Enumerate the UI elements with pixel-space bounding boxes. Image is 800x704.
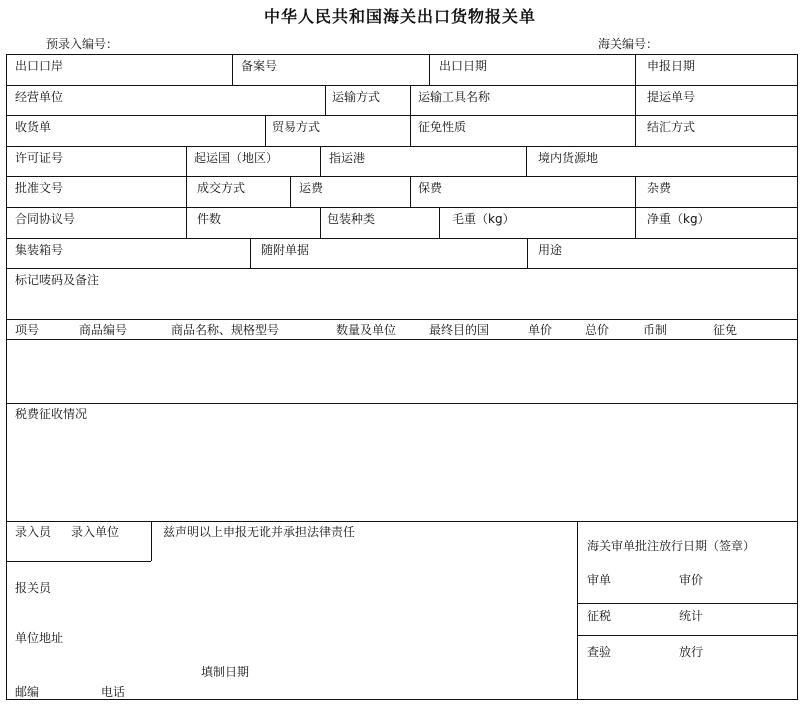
settlement-label: 结汇方式 [647,120,696,134]
origin-country-label: 起运国（地区） [194,151,279,165]
fill-date-label: 填制日期 [201,665,250,679]
attached-docs-label: 随附单据 [261,243,310,257]
declaration-text: 兹声明以上申报无讹并承担法律责任 [163,525,356,539]
record-no-label: 备案号 [241,59,278,73]
goods-col-total: 总价 [585,323,610,337]
goods-col-unit-price: 单价 [528,323,553,337]
contract-no-label: 合同协议号 [15,212,76,226]
row-divider [7,339,797,340]
approval-divider [577,603,797,604]
row-divider [7,85,797,86]
pre-entry-number-label: 预录入编号： [46,37,119,51]
entry-box-bottom [7,561,151,562]
row-divider [7,146,797,147]
port-of-destination-label: 指运港 [329,151,366,165]
declaration-form [6,54,798,700]
gross-weight-label: 毛重（kg） [452,212,515,226]
business-unit-label: 经营单位 [15,90,64,104]
row-divider [7,268,797,269]
misc-fee-label: 杂费 [647,181,672,195]
freight-label: 运费 [299,181,324,195]
declare-date-label: 申报日期 [647,59,696,73]
consignee-label: 收货单 [15,120,52,134]
approval-divider [577,635,797,636]
trade-mode-label: 贸易方式 [272,120,321,134]
tax-nature-label: 征免性质 [418,120,467,134]
container-no-label: 集装箱号 [15,243,64,257]
postcode-label: 邮编 [15,685,40,699]
marks-remarks-label: 标记唛码及备注 [15,273,100,287]
broker-label: 报关员 [15,581,52,595]
net-weight-label: 净重（kg） [647,212,710,226]
approval-no-label: 批准文号 [15,181,64,195]
entry-clerk-label: 录入员 [15,525,52,539]
row-divider [7,115,797,116]
bill-no-label: 提运单号 [647,90,696,104]
price-review-label: 审价 [679,573,704,587]
goods-col-item-no: 项号 [15,323,40,337]
row-divider [7,176,797,177]
entry-unit-label: 录入单位 [71,525,120,539]
deal-mode-label: 成交方式 [197,181,246,195]
row-divider [7,319,797,320]
statistics-label: 统计 [679,609,704,623]
customs-number-label: 海关编号： [598,37,659,51]
customs-approval-label: 海关审单批注放行日期（签章） [587,539,756,553]
review-label: 审单 [587,573,612,587]
export-date-label: 出口日期 [439,59,488,73]
goods-col-quantity: 数量及单位 [336,323,397,337]
insurance-label: 保费 [418,181,443,195]
export-port-label: 出口口岸 [15,59,64,73]
license-no-label: 许可证号 [15,151,64,165]
levy-label: 征税 [587,609,612,623]
goods-col-destination: 最终目的国 [429,323,490,337]
packages-label: 件数 [197,212,222,226]
row-divider [7,521,797,522]
inspection-label: 查验 [587,645,612,659]
row-divider [7,403,797,404]
goods-col-name-spec: 商品名称、规格型号 [171,323,280,337]
phone-label: 电话 [101,685,126,699]
release-label: 放行 [679,645,704,659]
goods-col-code: 商品编号 [79,323,128,337]
usage-label: 用途 [538,243,563,257]
row-divider [7,207,797,208]
package-type-label: 包装种类 [327,212,376,226]
form-title: 中华人民共和国海关出口货物报关单 [263,7,536,26]
vehicle-name-label: 运输工具名称 [418,90,491,104]
domestic-source-label: 境内货源地 [538,151,599,165]
row-divider [7,238,797,239]
unit-address-label: 单位地址 [15,631,64,645]
transport-mode-label: 运输方式 [332,90,381,104]
tax-levy-label: 税费征收情况 [15,407,88,421]
goods-col-currency: 币制 [643,323,668,337]
goods-col-exemption: 征免 [713,323,738,337]
